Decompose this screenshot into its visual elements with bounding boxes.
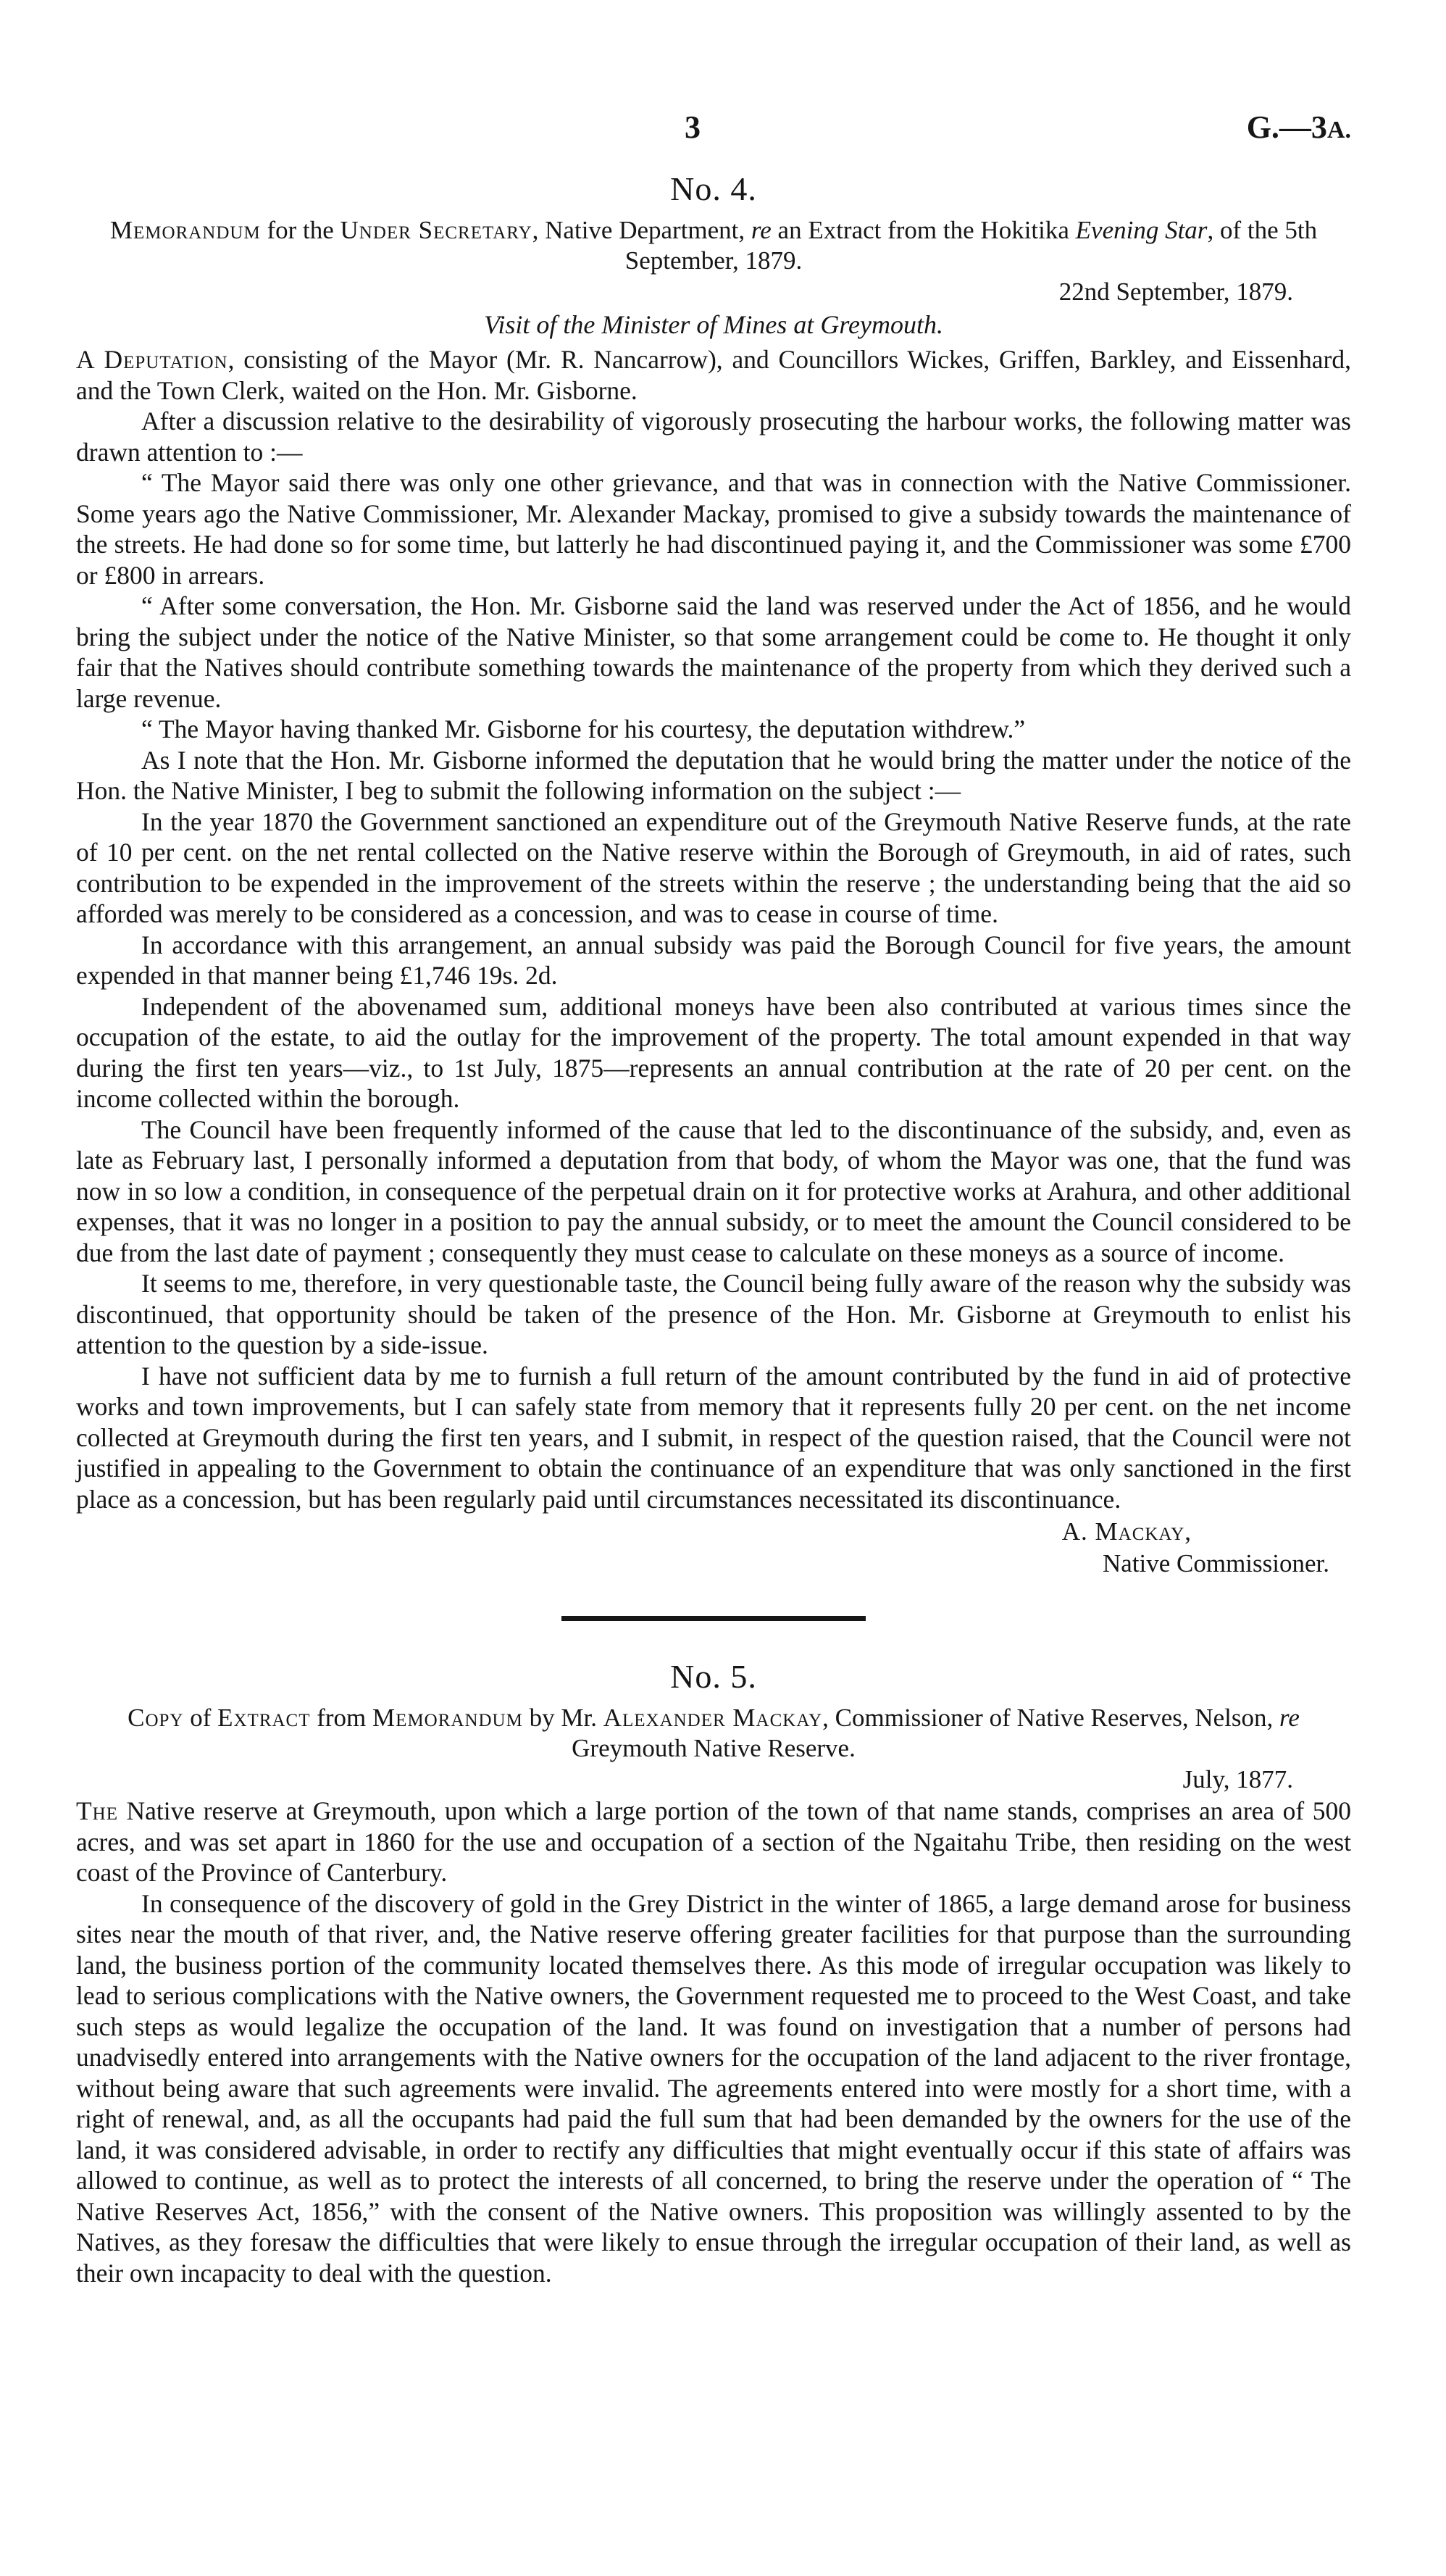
section-4-paragraph: “ The Mayor said there was only one other grievance, and that was in connection with the Native Commissioner. Some years ago the Native Commissioner, Mr. Alexander Mackay, promised to give a subsidy towards the maintenance of the streets. He had done so for some time, but latterly he had discontinued paying it, and the Commissioner was some £700 or £800 in arrears.	[76, 468, 1351, 590]
signature-role: Native Commissioner.	[1102, 1549, 1329, 1577]
section-4-subtitle: Visit of the Minister of Mines at Greymouth.	[484, 310, 943, 339]
section-5-paragraph: The Native reserve at Greymouth, upon which a large portion of the town of that name stands, comprises an area of 500 acres, and was set apart in 1860 for the use and occupation of a section of the Ngaitahu Tribe, then residing on the west coast of the Province of Canterbury.	[76, 1796, 1351, 1887]
section-4-paragraph: I have not sufficient data by me to furnish a full return of the amount contributed by the fund in aid of protective works and town improvements, but I can safely state from memory that it represents fully 20 per cent. on the net income collected at Greymouth during the first ten years, and I submit, in respect of the question raised, that the Council were not justified in appealing to the Government to obtain the continuance of an expenditure that was only sanctioned in the first place as a concession, but has been regularly paid until circumstances necessitated its discontinuance.	[76, 1361, 1351, 1514]
section-4-heading: No. 4.	[670, 170, 757, 207]
section-5-paragraph: In consequence of the discovery of gold in the Grey District in the winter of 1865, a large demand arose for business sites near the mouth of that river, and, the Native reserve offering greater facilities for that purpose than the surrounding land, the business portion of the community located themselves there. As this mode of irregular occupation was likely to lead to serious complications with the Native owners, the Government requested me to proceed to the West Coast, and take such steps as would legalize the occupation of the land. It was found on investigation that a number of persons had unadvisedly entered into arrangements with the Native owners for the occupation of the land adjacent to the river frontage, without being aware that such agreements were invalid. The agreements entered into were mostly for a short time, with a right of renewal, and, as all the occupants had paid the full sum that had been demanded by the owners for the use of the land, it was considered advisable, in order to rectify any difficulties that might eventually occur if this state of affairs was allowed to continue, as well as to protect the interests of all concerned, to bring the reserve under the operation of “ The Native Reserves Act, 1856,” with the consent of the Native owners. This proposition was willingly assented to by the Natives, as they foresaw the difficulties that were likely to ensue through the irregular occupation of their land, as well as their own incapacity to deal with the question.	[76, 1888, 1351, 2288]
section-4-paragraph: A Deputation, consisting of the Mayor (Mr. R. Nancarrow), and Councillors Wickes, Griffen, Barkley, and Eissenhard, and the Town Clerk, waited on the Hon. Mr. Gisborne.	[76, 345, 1351, 405]
section-divider	[561, 1616, 866, 1621]
section-4-paragraph: It seems to me, therefore, in very questionable taste, the Council being fully aware of the reason why the subsidy was discontinued, that opportunity should be taken of the presence of the Hon. Mr. Gisborne at Greymouth to enlist his attention to the question by a side-issue.	[76, 1269, 1351, 1359]
signature-name: A. Mackay,	[1061, 1517, 1192, 1546]
section-4-paragraph: “ The Mayor having thanked Mr. Gisborne for his courtesy, the deputation withdrew.”	[141, 714, 1026, 743]
section-4-paragraph: “ After some conversation, the Hon. Mr. Gisborne said the land was reserved under the Act of 1856, and he would bring the subject under the notice of the Native Minister, so that some arrangement could be come to. He thought it only fair that the Natives should contribute something towards the maintenance of the property from which they derived such a large revenue.	[76, 591, 1351, 713]
series-reference: G.—3A.	[1246, 109, 1351, 145]
section-4-memo-title: Memorandum for the Under Secretary, Native Department, re an Extract from the Hokitika Evening Star, of the 5th September, 1879.	[109, 216, 1318, 275]
section-4-paragraph: In accordance with this arrangement, an annual subsidy was paid the Borough Council for five years, the amount expended in that manner being £1,746 19s. 2d.	[76, 930, 1351, 990]
page-header	[76, 109, 1351, 159]
section-4-paragraph: In the year 1870 the Government sanctioned an expenditure out of the Greymouth Native Reserve funds, at the rate of 10 per cent. on the net rental collected on the Native reserve within the Borough of Greymouth, in aid of rates, such contribution to be expended in the improvement of the streets within the reserve ; the understanding being that the aid so afforded was merely to be considered as a concession, and was to cease in course of time.	[76, 806, 1351, 928]
section-4-paragraph: As I note that the Hon. Mr. Gisborne informed the deputation that he would bring the matter under the notice of the Hon. the Native Minister, I beg to submit the following information on the subject :—	[76, 745, 1351, 805]
section-5-copy-title: Copy of Extract from Memorandum by Mr. Alexander Mackay, Commissioner of Native Reserves, Nelson, re Greymouth Native Reserve.	[128, 1704, 1300, 1762]
section-4-paragraph: The Council have been frequently informed of the cause that led to the discontinuance of the subsidy, and, even as late as February last, I personally informed a deputation from that body, of whom the Mayor was one, that the fund was now in so low a condition, in consequence of the perpetual drain on it for protective works at Arahura, and other additional expenses, that it was no longer in a position to pay the annual subsidy, or to meet the amount the Council considered to be due from the last date of payment ; consequently they must cease to calculate on these moneys as a source of income.	[76, 1114, 1351, 1267]
section-5-heading: No. 5.	[670, 1658, 757, 1695]
section-5-date: July, 1877.	[1182, 1765, 1293, 1793]
section-4-paragraph: Independent of the abovenamed sum, additional moneys have been also contributed at various times since the occupation of the estate, to aid the outlay for the improvement of the property. The total amount expended in that way during the first ten years—viz., to 1st July, 1875—represents an annual contribution at the rate of 20 per cent. on the income collected within the borough.	[76, 991, 1351, 1113]
section-4-date: 22nd September, 1879.	[1058, 278, 1293, 306]
section-4-paragraph: After a discussion relative to the desirability of vigorously prosecuting the harbour works, the following matter was drawn attention to :—	[76, 407, 1351, 467]
page-number: 3	[685, 109, 701, 145]
document-page	[76, 109, 1351, 2288]
